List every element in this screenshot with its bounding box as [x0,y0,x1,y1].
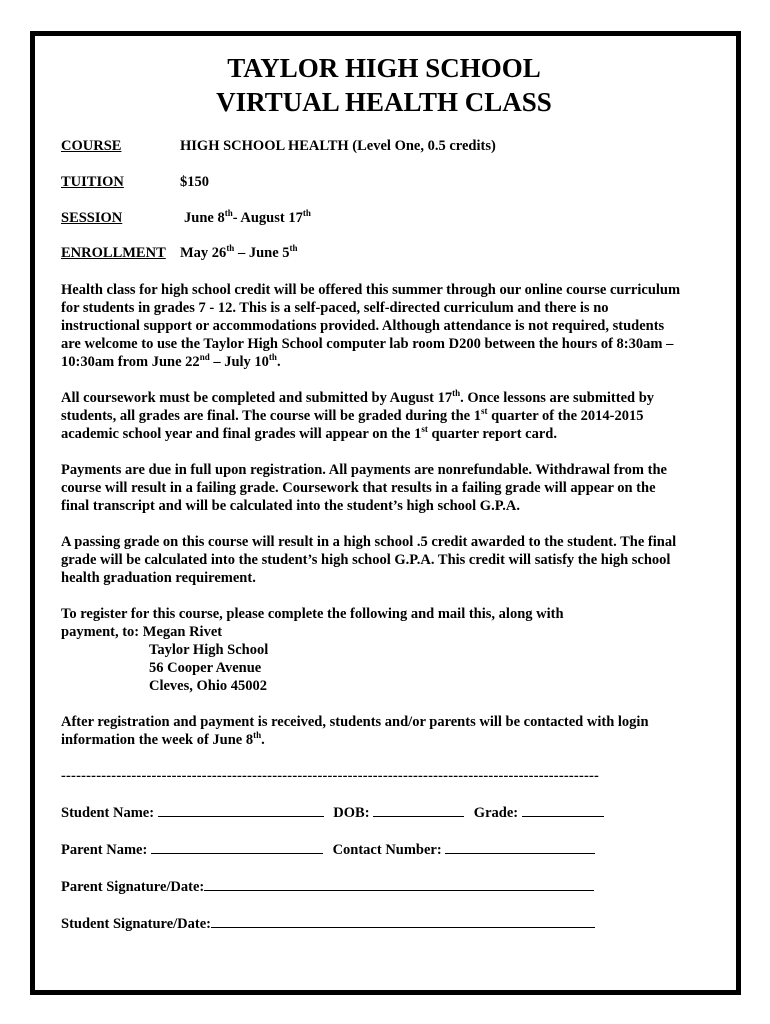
parent-name-label: Parent Name: [61,842,148,858]
student-name-field[interactable] [158,803,324,817]
paragraph-payments: Payments are due in full upon registration. All payments are nonrefundable. Withdrawal from the course will result in a failing grade. Coursework that results in a failing grade will appear on the final transcript and will be calculated into the student’s high school G.P.A. [61,462,667,514]
session-value: June 8th- August 17th [184,208,311,226]
parent-signature-label: Parent Signature/Date: [61,879,205,895]
register-payment-to: payment, to: Megan Rivet [61,624,223,640]
enrollment-value: May 26th – June 5th [180,243,298,261]
student-signature-label: Student Signature/Date: [61,916,211,932]
address-line-street: 56 Cooper Avenue [149,660,262,676]
grade-label: Grade: [473,805,519,821]
parent-info-row [61,840,681,859]
page-title [74,51,694,119]
cut-line-divider: ----------------------------------------------------------------------------------------------------------- [61,768,600,784]
session-row [61,209,681,227]
register-intro: To register for this course, please complete the following and mail this, along with [61,606,564,622]
paragraph-passing-grade: A passing grade on this course will result in a high school .5 credit awarded to the student. The final grade will be calculated into the student’s high school G.P.A. This credit will satisfy the high school health graduation requirement. [61,534,677,586]
parent-signature-field[interactable] [204,877,594,891]
grade-field[interactable] [522,803,604,817]
address-line-school: Taylor High School [149,642,269,658]
address-line-city: Cleves, Ohio 45002 [149,678,268,694]
tuition-label: TUITION [61,174,124,190]
student-signature-field[interactable] [211,914,595,928]
contact-number-field[interactable] [445,840,595,854]
enrollment-label: ENROLLMENT [61,245,166,261]
paragraph-contact: After registration and payment is received, students and/or parents will be contacted with login information the week of June 8th. [61,714,649,748]
contact-number-label: Contact Number: [332,842,442,858]
dob-label: DOB: [333,805,370,821]
title-line-1: TAYLOR HIGH SCHOOL [227,53,541,83]
parent-name-field[interactable] [151,840,323,854]
title-line-2: VIRTUAL HEALTH CLASS [216,87,552,117]
enrollment-row [61,244,681,262]
student-name-label: Student Name: [61,805,155,821]
parent-signature-row [61,877,681,896]
paragraph-course-description: Health class for high school credit will be offered this summer through our online course curriculum for students in grades 7 - 12. This is a self-paced, self-directed curriculum and there is no instructional support or accommodations provided. Although attendance is not required, students are welcome to use the Taylor High School computer lab room D200 between the hours of 8:30am – 10:30am from June 22nd – July 10th. [61,282,681,370]
student-signature-row [61,914,681,933]
paragraph-register [61,605,681,695]
course-row [61,137,681,155]
tuition-row [61,173,681,191]
tuition-value: $150 [180,174,209,190]
dob-field[interactable] [373,803,464,817]
course-label: COURSE [61,138,122,154]
course-value: HIGH SCHOOL HEALTH (Level One, 0.5 credits) [180,138,496,154]
student-info-row [61,803,681,822]
session-label: SESSION [61,210,123,226]
paragraph-grading: All coursework must be completed and submitted by August 17th. Once lessons are submitted by students, all grades are final. The course will be graded during the 1st quarter of the 2014-2015 academic school year and final grades will appear on the 1st quarter report card. [61,388,655,442]
registration-document [61,51,681,933]
